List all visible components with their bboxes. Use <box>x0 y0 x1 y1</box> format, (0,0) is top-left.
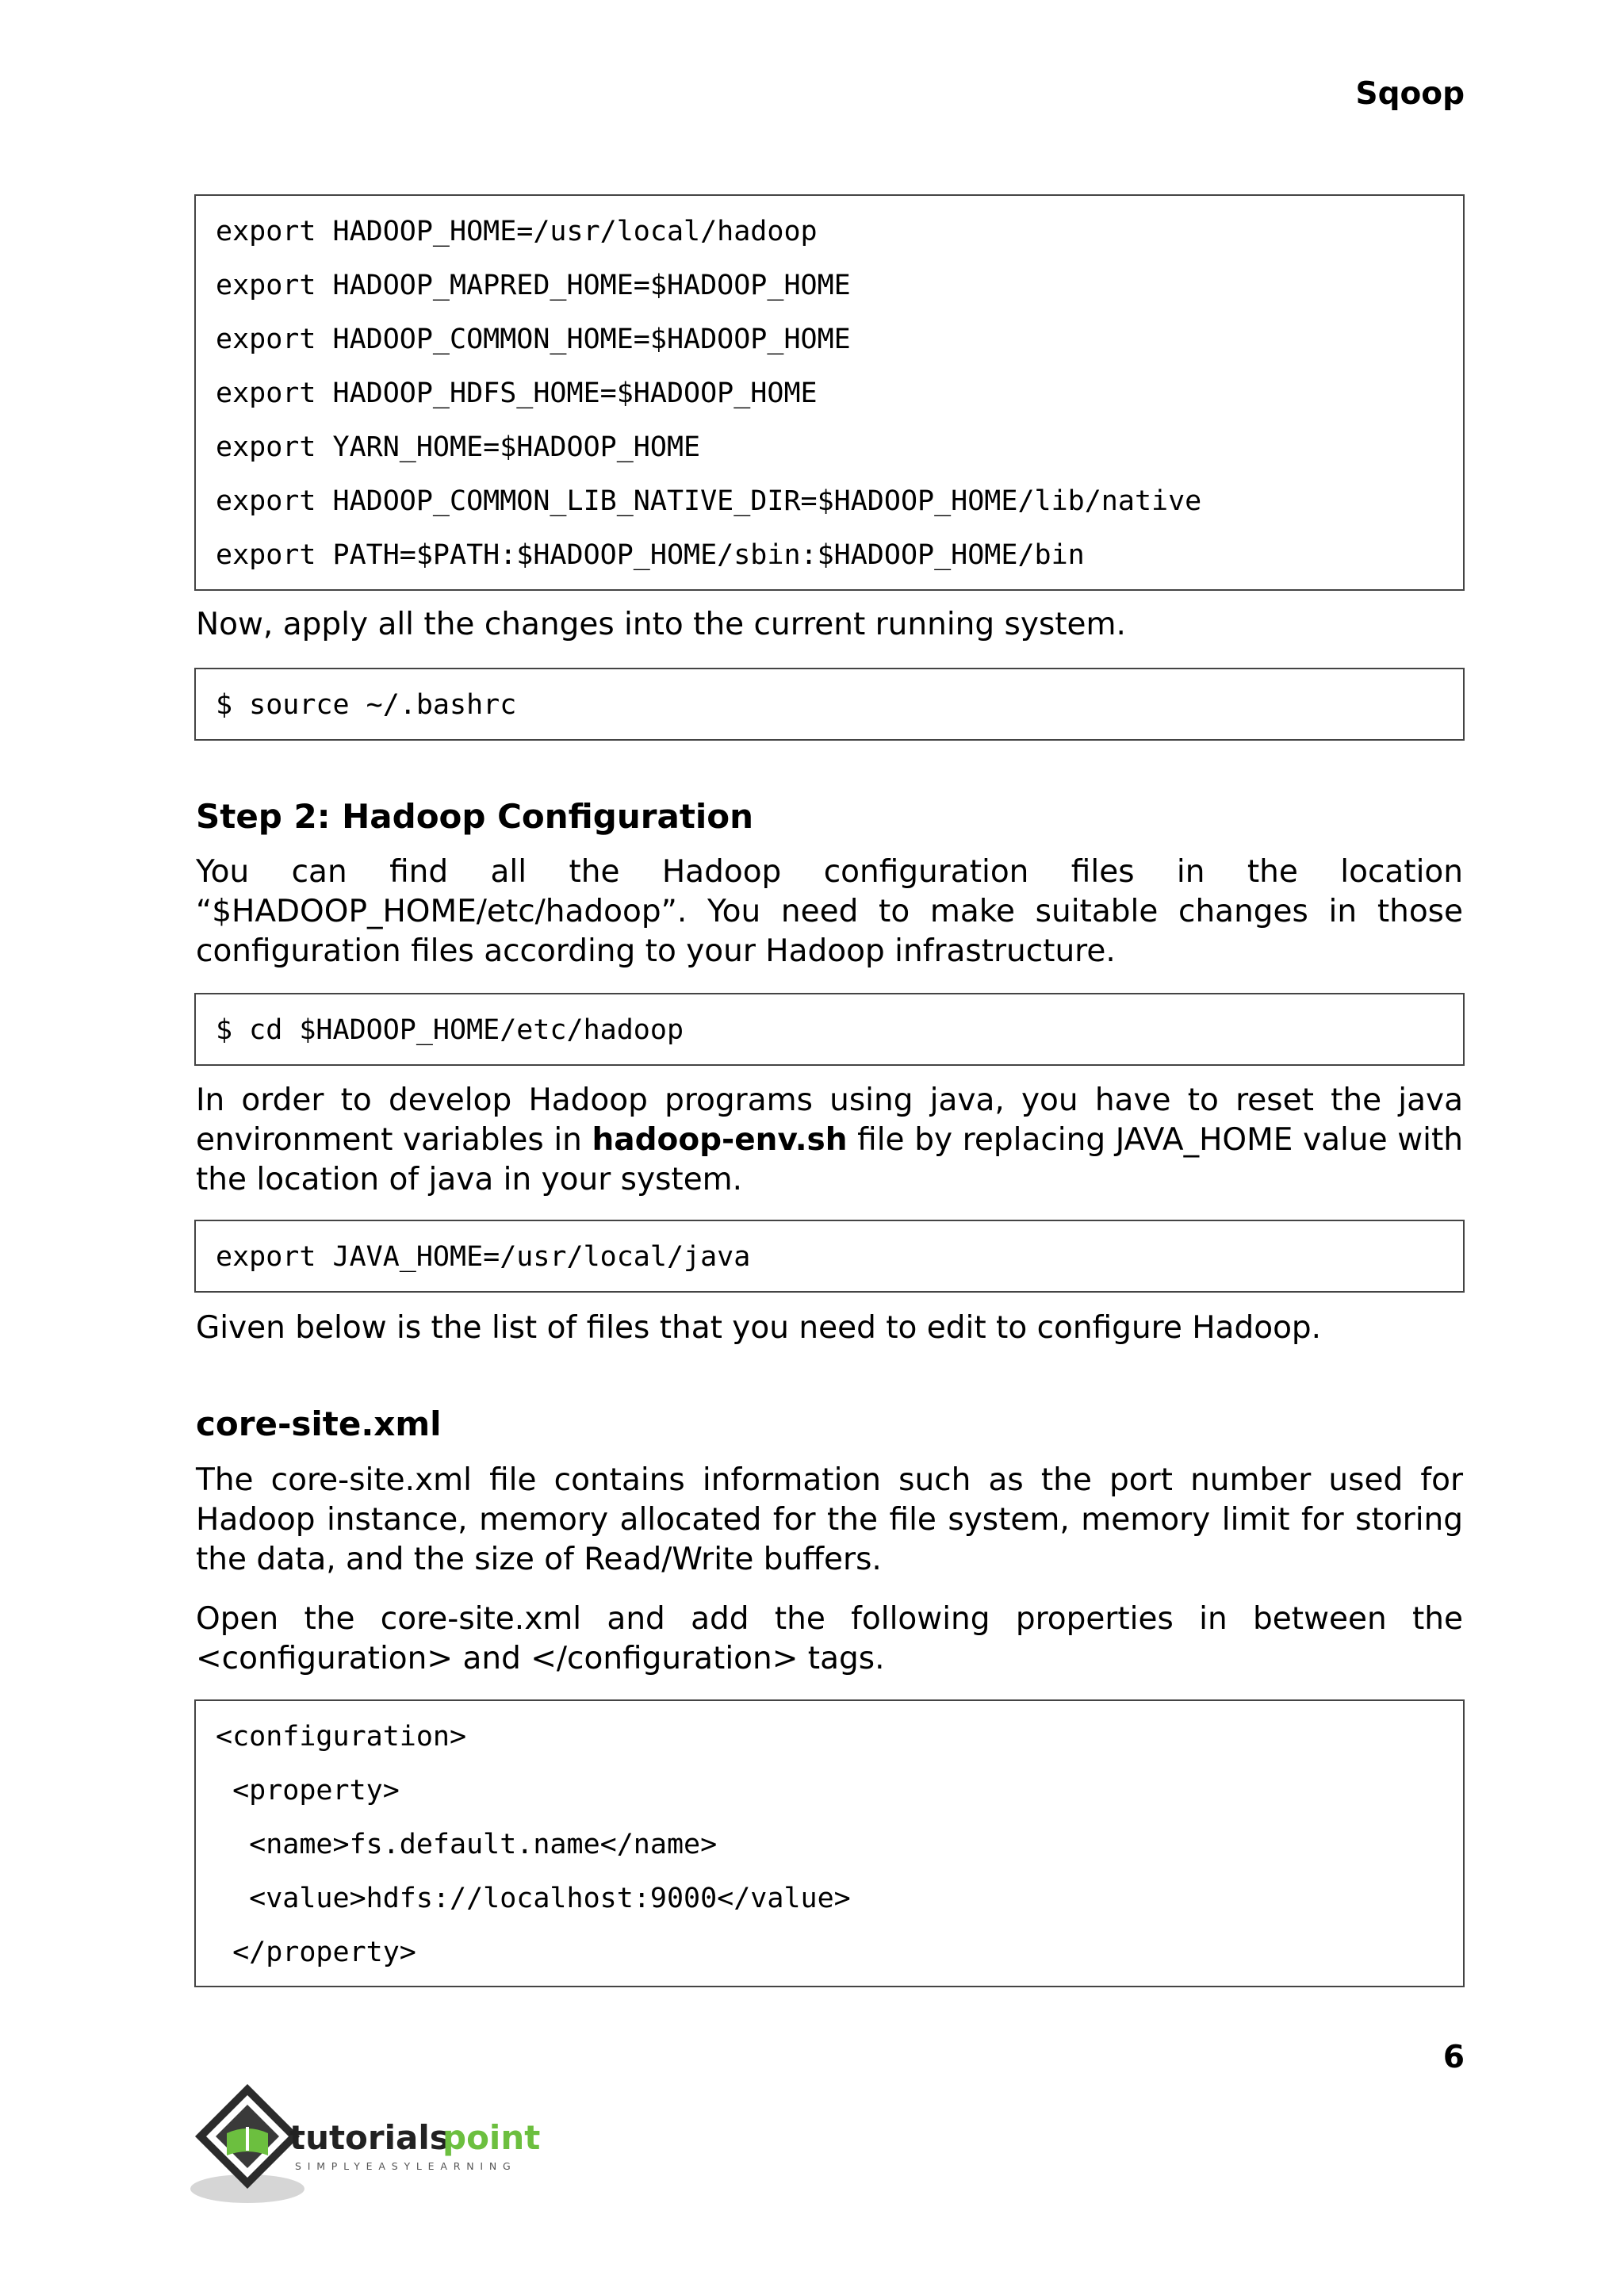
code-line: export HADOOP_MAPRED_HOME=$HADOOP_HOME <box>216 270 851 301</box>
tutorialspoint-logo <box>190 2078 563 2220</box>
page-number: 6 <box>1442 2040 1465 2075</box>
code-block-java-home <box>194 1220 1465 1293</box>
running-header-title: Sqoop <box>1355 76 1465 112</box>
code-line: $ cd $HADOOP_HOME/etc/hadoop <box>216 1014 684 1046</box>
code-line: <configuration> <box>216 1721 467 1753</box>
file-name-hadoop-env: hadoop-env.sh <box>592 1122 848 1158</box>
code-block-core-site-xml <box>194 1699 1465 1987</box>
code-block-source-bashrc <box>194 668 1465 741</box>
code-line: export HADOOP_HDFS_HOME=$HADOOP_HOME <box>216 377 818 409</box>
code-block-cd-hadoop <box>194 993 1465 1066</box>
paragraph-java-env-text-2: file by replacing JAVA_HOME value with the location of java in your system. <box>196 1122 1463 1197</box>
paragraph-core-site-open: Open the core-site.xml and add the following properties in between the <configuration> and </configuration> tags. <box>196 1601 1463 1676</box>
logo-tagline: SIMPLYEASYLEARNING <box>295 2160 517 2172</box>
logo-text-tutorials: tutorials <box>289 2118 450 2157</box>
paragraph-file-list: Given below is the list of files that you need to edit to configure Hadoop. <box>196 1310 1322 1346</box>
code-line: export PATH=$PATH:$HADOOP_HOME/sbin:$HADOOP_HOME/bin <box>216 539 1085 571</box>
paragraph-core-site-description: The core-site.xml file contains information such as the port number used for Hadoop instance, memory allocated for the file system, memory limit for storing the data, and the size of Read/Write buffers. <box>196 1462 1463 1577</box>
code-line: export HADOOP_COMMON_LIB_NATIVE_DIR=$HADOOP_HOME/lib/native <box>216 485 1202 517</box>
code-line: export HADOOP_COMMON_HOME=$HADOOP_HOME <box>216 324 851 355</box>
code-line: export YARN_HOME=$HADOOP_HOME <box>216 431 701 463</box>
code-line: $ source ~/.bashrc <box>216 689 517 721</box>
code-line: <name>fs.default.name</name> <box>216 1829 718 1860</box>
code-line: <property> <box>216 1775 400 1806</box>
code-line: <value>hdfs://localhost:9000</value> <box>216 1883 851 1914</box>
paragraph-config-location: You can find all the Hadoop configuration files in the location “$HADOOP_HOME/etc/hadoop”. You need to make suitable changes in those configuration files according to your Hadoop infrastructure. <box>196 854 1463 969</box>
logo-text-point: point <box>442 2118 541 2157</box>
paragraph-apply-changes: Now, apply all the changes into the current running system. <box>196 607 1126 642</box>
code-line: export JAVA_HOME=/usr/local/java <box>216 1241 751 1273</box>
paragraph-java-env <box>196 1081 1463 1200</box>
code-block-env-exports <box>194 194 1465 591</box>
code-line: export HADOOP_HOME=/usr/local/hadoop <box>216 216 818 247</box>
code-line: </property> <box>216 1937 416 1968</box>
heading-step-2: Step 2: Hadoop Configuration <box>196 797 754 836</box>
heading-core-site: core-site.xml <box>196 1404 442 1443</box>
paragraph-java-env-text-1: In order to develop Hadoop programs using java, you have to reset the java environment variables in <box>196 1082 1463 1158</box>
